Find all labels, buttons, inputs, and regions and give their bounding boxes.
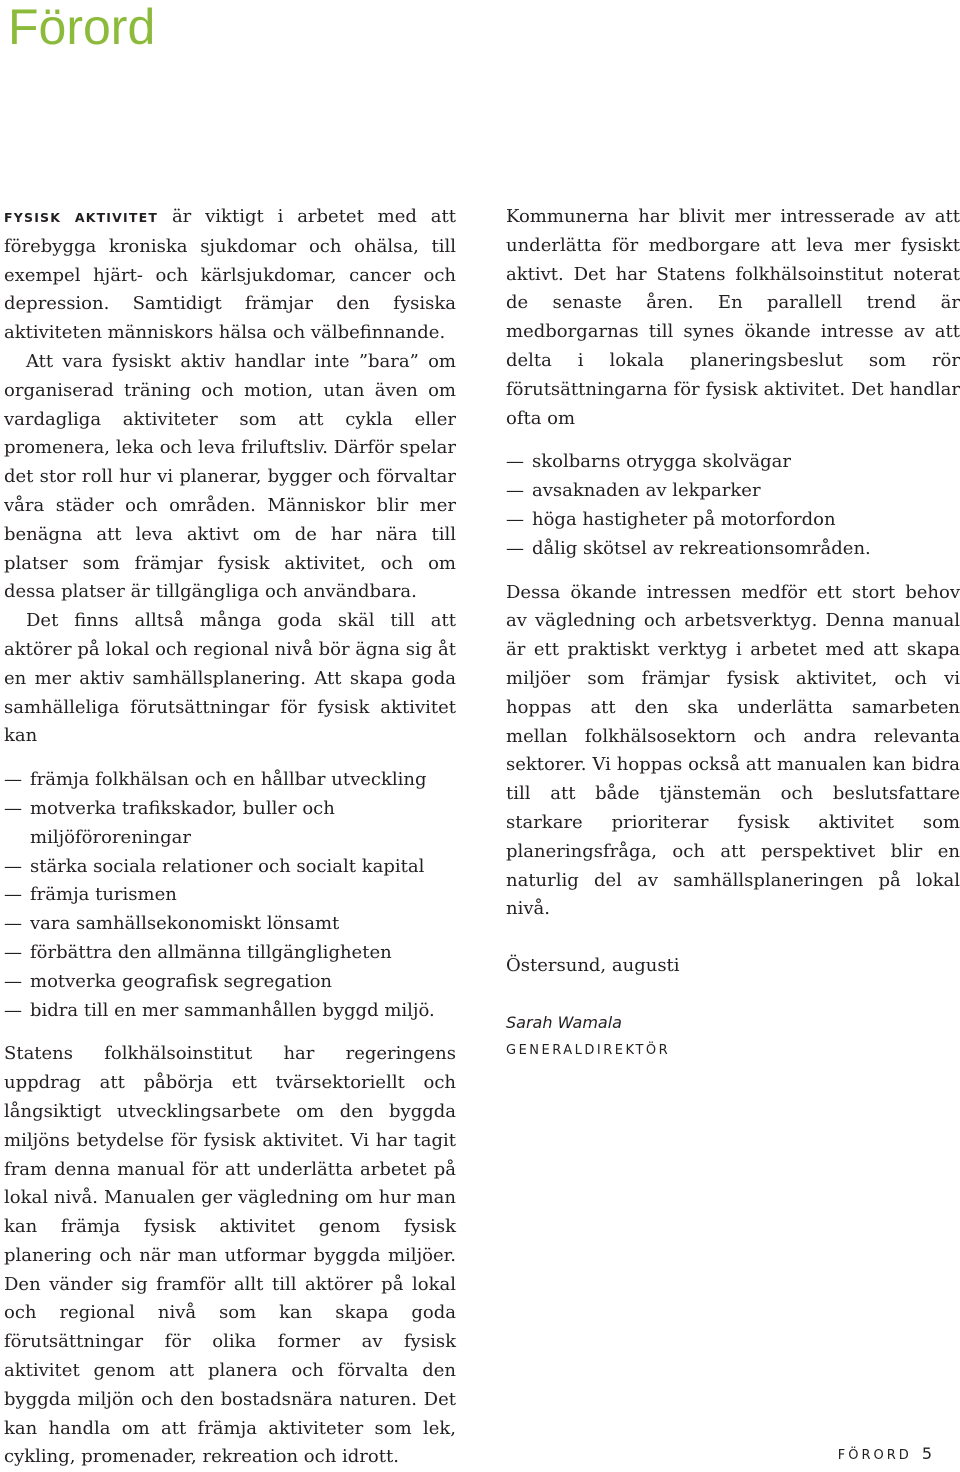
paragraph-active-living: Att vara fysiskt aktiv handlar inte ”bara” om organiserad träning och motion, utan även om vardagliga aktiviteter som att cykla eller promenera, leka och leva friluftsliv. Därför spelar det stor roll hur vi planerar, bygger och förvaltar våra städer och områden. Människor blir mer benägna att leva aktivt om de har nära till platser som främjar fysisk aktivitet, och om dessa platser är tillgängliga och användbara. [4,350,456,603]
signature-name: Sarah Wamala [506,1012,622,1032]
signature-role: GENERALDIREKTÖR [506,1042,671,1058]
page-title: Förord [8,0,156,55]
list-item: — skolbarns otrygga skolvägar [506,448,960,477]
list-item: — dålig skötsel av rekreationsområden. [506,535,960,564]
page-number: 5 [921,1444,932,1463]
concerns-list [506,448,960,563]
page-footer [838,1444,932,1466]
list-item: — motverka geografisk segregation [4,968,456,997]
intro-paragraph-text: är viktigt i arbetet med att förebygga kroniska sjukdomar och ohälsa, till exempel hjärt- och kärlsjukdomar, cancer och depression. Samtidigt främjar den fysiska aktiviteten människors hälsa och välbefinnande. [4,206,456,344]
list-item: — höga hastigheter på motorfordon [506,506,960,535]
list-item: — främja turismen [4,881,456,910]
place-date: Östersund, augusti [506,955,680,977]
list-item: — avsaknaden av lekparker [506,477,960,506]
list-item: — bidra till en mer sammanhållen byggd miljö. [4,997,456,1026]
paragraph-manual-purpose: Dessa ökande intressen medför ett stort behov av vägledning och arbetsverktyg. Denna manual är ett praktiskt verktyg i arbetet med att skapa miljöer som främjar fysisk aktivitet, och vi hoppas att den ska underlätta samarbeten mellan folkhälsosektorn och andra relevanta sektorer. Vi hoppas också att manualen kan bidra till att både tjänstemän och beslutsfattare starkare prioriterar fysisk aktivitet som planeringsfråga, och att perspektivet blir en naturlig del av samhällsplaneringen på lokal nivå. [506,581,960,920]
paragraph-assignment: Statens folkhälsoinstitut har regeringens uppdrag att påbörja ett tvärsektoriellt och långsiktigt utvecklingsarbete om den byggda miljöns betydelse för fysisk aktivitet. Vi har tagit fram denna manual för att underlätta arbetet på lokal nivå. Manualen ger vägledning om hur man kan främja fysisk aktivitet genom fysisk planering och när man utformar byggda miljöer. Den vänder sig framför allt till aktörer på lokal och regional nivå som kan skapa goda förutsättningar för olika former av fysisk aktivitet genom att planera och förvalta den byggda miljön och den bostadsnära naturen. Det kan handla om att främja aktiviteter som lek, cykling, promenader, rekreation och idrott. [4,1043,456,1468]
right-column [506,203,960,1064]
left-column [4,203,456,1472]
footer-label: FÖRORD [837,1448,912,1463]
list-item: — motverka trafikskador, buller och miljöföroreningar [4,795,456,853]
lead-caps: FYSISK AKTIVITET [4,210,159,225]
list-item: — främja folkhälsan och en hållbar utveckling [4,766,456,795]
paragraph-municipalities: Kommunerna har blivit mer intresserade av att underlätta för medborgare att leva mer fysiskt aktivt. Det har Statens folkhälsoinstitut noterat de senaste åren. En parallell trend är medborgarnas till synes ökande intresse av att delta i lokala planeringsbeslut som rör förutsättningarna för fysisk aktivitet. Det handlar ofta om [506,206,960,429]
benefits-list [4,766,456,1025]
intro-paragraph [4,203,456,348]
paragraph-reasons: Det finns alltså många goda skäl till att aktörer på lokal och regional nivå bör ägna sig åt en mer aktiv samhällsplanering. Att skapa goda samhälleliga förutsättningar för fysisk aktivitet kan [4,610,456,747]
list-item: — stärka sociala relationer och socialt kapital [4,853,456,882]
list-item: — vara samhällsekonomiskt lönsamt [4,910,456,939]
list-item: — förbättra den allmänna tillgängligheten [4,939,456,968]
